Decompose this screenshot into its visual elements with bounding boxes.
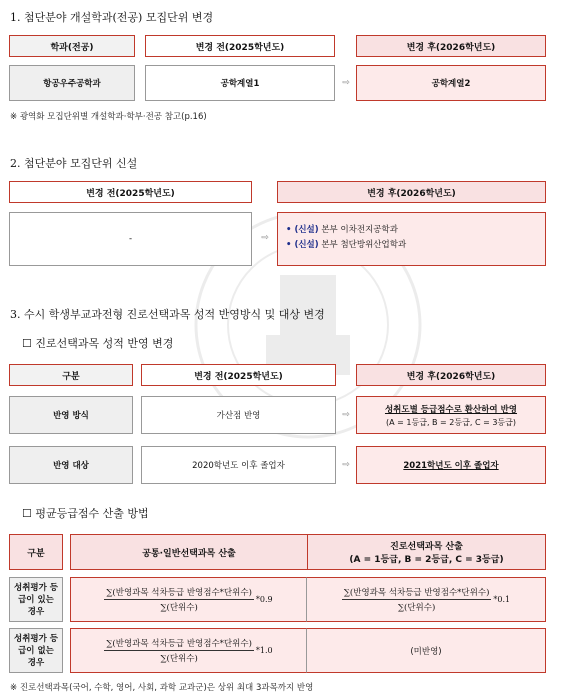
t2-header-col2-line2: (A = 1등급, B = 2등급, C = 3등급) — [349, 555, 504, 565]
t2-header-col2-line1: 진로선택과목 산출 — [390, 542, 463, 552]
t2-header-col1: 공통·일반선택과목 산출 — [70, 534, 307, 570]
t2-header-col2 — [307, 534, 546, 570]
s2-arrow-icon: ⇨ — [261, 233, 269, 243]
section1-title: 1. 첨단분야 개설학과(전공) 모집단위 변경 — [10, 11, 214, 24]
fraction: $\frac{\text{∑(반영과목 석차등급 반영점수*단위수)}}{\text{∑(단위수)}}$ — [106, 588, 252, 613]
s1-arrow-icon: ⇨ — [342, 78, 350, 88]
s3-row-before: 2020학년도 이후 졸업자 — [141, 446, 336, 484]
s3-subtitle-2: ☐ 평균등급점수 산출 방법 — [22, 507, 149, 520]
t2-header-cat: 구분 — [9, 534, 63, 570]
s1-after-cell: 공학계열2 — [356, 65, 546, 101]
s3-header-before: 변경 전(2025학년도) — [141, 364, 336, 386]
s3-row-after — [356, 446, 546, 484]
s3-row-after-sub: (A = 1등급, B = 2등급, C = 3등급) — [386, 417, 516, 427]
s3-header-after: 변경 후(2026학년도) — [356, 364, 546, 386]
s1-header-dept: 학과(전공) — [9, 35, 135, 57]
s3-arrow-icon: ⇨ — [342, 410, 350, 420]
t2-row1-formula1: $\frac{\text{∑(반영과목 석차등급 반영점수*단위수)}}{\text{∑(단위수)}}$ *0.9 — [70, 577, 307, 622]
t2-row1-formula2: $\frac{\text{∑(반영과목 석차등급 반영점수*단위수)}}{\text{∑(단위수)}}$ *0.1 — [307, 577, 546, 622]
t2-row2-label: 성취평가 등급이 없는 경우 — [9, 628, 63, 673]
s3-row-after-main: 2021학년도 이후 졸업자 — [403, 461, 499, 471]
s1-note: ※ 광역화 모집단위별 개설학과·학부·전공 참고(p.16) — [10, 112, 207, 122]
s3-subtitle-1: ☐ 진로선택과목 성적 반영 변경 — [22, 337, 174, 350]
s2-new-item: • (신설) 본부 첨단방위산업학과 — [286, 240, 407, 250]
t2-row2-formula1: $\frac{\text{∑(반영과목 석차등급 반영점수*단위수)}}{\text{∑(단위수)}}$ *1.0 — [70, 628, 307, 673]
s1-dept-cell: 항공우주공학과 — [9, 65, 135, 101]
s2-before-cell: - — [9, 212, 252, 266]
s3-header-cat: 구분 — [9, 364, 133, 386]
t2-row1-label: 성취평가 등급이 있는 경우 — [9, 577, 63, 622]
s3-row-before: 가산점 반영 — [141, 396, 336, 434]
s1-header-before: 변경 전(2025학년도) — [145, 35, 335, 57]
s3-note: ※ 진로선택과목(국어, 수학, 영어, 사회, 과학 교과군)은 상위 최대 3과목까지 반영 — [10, 683, 314, 693]
s2-after-cell — [277, 212, 546, 266]
section3-title: 3. 수시 학생부교과전형 진로선택과목 성적 반영방식 및 대상 변경 — [10, 308, 325, 321]
bullet-dot-icon: • — [286, 225, 292, 235]
t2-row2-none: (미반영) — [307, 628, 546, 673]
s2-header-after: 변경 후(2026학년도) — [277, 181, 546, 203]
s3-row-after — [356, 396, 546, 434]
fraction: $\frac{\text{∑(반영과목 석차등급 반영점수*단위수)}}{\text{∑(단위수)}}$ — [343, 588, 490, 613]
bullet-dot-icon: • — [286, 240, 292, 250]
s1-header-after: 변경 후(2026학년도) — [356, 35, 546, 57]
s3-row-label: 반영 대상 — [9, 446, 133, 484]
s3-row-label: 반영 방식 — [9, 396, 133, 434]
s3-arrow-icon: ⇨ — [342, 460, 350, 470]
s3-row-after-main: 성취도별 등급점수로 환산하여 반영 — [384, 404, 518, 415]
section2-title: 2. 첨단분야 모집단위 신설 — [10, 157, 138, 170]
fraction: $\frac{\text{∑(반영과목 석차등급 반영점수*단위수)}}{\text{∑(단위수)}}$ — [106, 639, 252, 664]
s1-before-cell: 공학계열1 — [145, 65, 335, 101]
s2-header-before: 변경 전(2025학년도) — [9, 181, 252, 203]
s2-new-item: • (신설) 본부 이차전지공학과 — [286, 225, 398, 235]
